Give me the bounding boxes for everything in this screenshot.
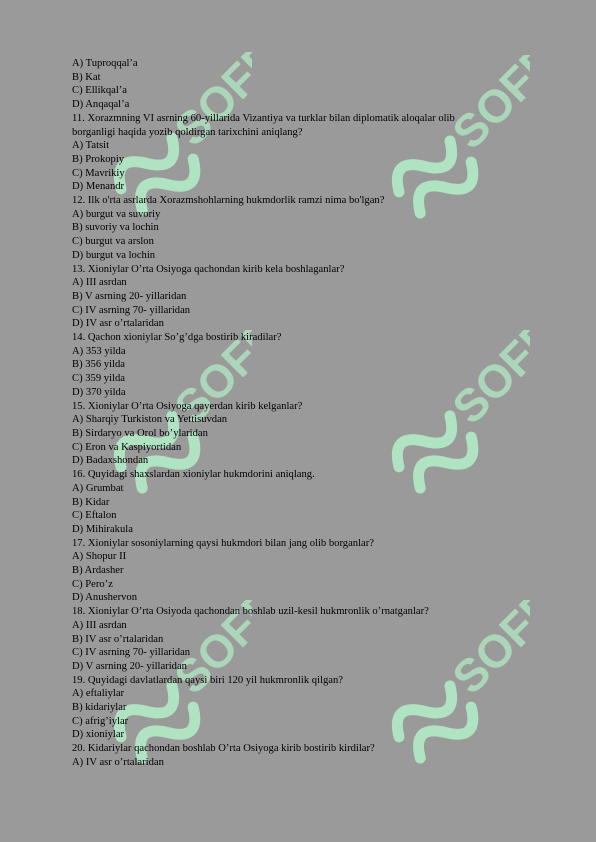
answer-option: D) Menandr	[72, 181, 125, 193]
answer-option: B) 356 yilda	[72, 359, 125, 371]
watermark-text: SOFF	[442, 600, 530, 704]
answer-option: D) 370 yilda	[72, 386, 126, 398]
answer-option: B) Ardasher	[72, 565, 124, 577]
answer-option: D) Anushervon	[72, 592, 138, 604]
answer-option: C) IV asrning 70- yillaridan	[72, 647, 191, 659]
answer-option: C) Eron va Kaspiyortidan	[72, 441, 182, 453]
answer-option: B) suvoriy va lochin	[72, 222, 159, 234]
answer-option: B) Sirdaryo va Orol bo’ylaridan	[72, 427, 208, 439]
answer-option: A) IV asr o’rtalaridan	[72, 756, 164, 768]
answer-option: D) IV asr o’rtalaridan	[72, 318, 164, 330]
question-text: 19. Quyidagi davlatlardan qaysi biri 120 yil hukmronlik qilgan?	[72, 674, 343, 686]
answer-option: A) III asrdan	[72, 619, 127, 631]
watermark-text: SOFF	[164, 600, 252, 704]
answer-option: A) Shopur II	[72, 551, 127, 563]
answer-option: A) Tatsit	[72, 140, 110, 152]
watermark-text: SOFF	[442, 330, 530, 434]
answer-option: B) V asrning 20- yillaridan	[72, 290, 187, 302]
answer-option: C) Pero’z	[72, 578, 113, 590]
question-text: 17. Xioniylar sosoniylarning qaysi hukmdori bilan jang olib borganlar?	[72, 537, 374, 549]
answer-option: A) Sharqiy Turkiston va Yettisuvdan	[72, 414, 228, 426]
answer-option: D) Anqaqal’a	[72, 99, 130, 111]
question-text: 18. Xioniylar O’rta Osiyoda qachondan boshlab uzil-kesil hukmronlik o’rnatganlar?	[72, 606, 429, 618]
answer-option: A) eftaliylar	[72, 688, 125, 700]
answer-option: B) Kidar	[72, 496, 110, 508]
question-text: 20. Kidariylar qachondan boshlab O’rta Osiyoga kirib bostirib kirdilar?	[72, 743, 375, 755]
answer-option: C) IV asrning 70- yillaridan	[72, 304, 191, 316]
answer-option: C) Ellikqal’a	[72, 85, 128, 97]
answer-option: B) Prokopiy	[72, 153, 125, 165]
answer-option: D) xioniylar	[72, 729, 125, 741]
answer-option: D) Mihirakula	[72, 523, 133, 535]
question-text: 13. Xioniylar O’rta Osiyoga qachondan kirib kela boshlaganlar?	[72, 263, 345, 275]
answer-option: C) afrig’iylar	[72, 715, 129, 727]
watermark-text: SOFF	[164, 330, 252, 434]
document-body	[72, 57, 542, 770]
answer-option: C) burgut va arslon	[72, 236, 154, 248]
answer-option: A) Tuproqqal’a	[72, 58, 138, 69]
answer-option: A) burgut va suvoriy	[72, 208, 161, 220]
question-text: 12. Ilk o'rta asrlarda Xorazmshohlarning hukmdorlik ramzi nima bo'lgan?	[72, 195, 385, 207]
question-text: 11. Xorazmning VI asrning 60-yillarida Vizantiya va turklar bilan diplomatik aloqalar olib	[72, 112, 455, 124]
answer-option: C) 359 yilda	[72, 373, 125, 385]
answer-option: D) V asrning 20- yillaridan	[72, 660, 187, 672]
answer-option: B) kidariylar	[72, 702, 127, 714]
watermark-text: SOFF	[164, 52, 252, 156]
question-text: 16. Quyidagi shaxslardan xioniylar hukmdorini aniqlang.	[72, 469, 315, 481]
question-text: borganligi haqida yozib qoldirgan tarixchini aniqlang?	[72, 126, 303, 138]
answer-option: D) Badaxshondan	[72, 455, 149, 467]
answer-option: A) Grumbat	[72, 482, 124, 494]
question-text: 15. Xioniylar O’rta Osiyoga qayerdan kirib kelganlar?	[72, 400, 303, 412]
answer-option: B) Kat	[72, 71, 101, 83]
answer-option: A) III asrdan	[72, 277, 127, 289]
answer-option: B) IV asr o’rtalaridan	[72, 633, 164, 645]
question-text: 14. Qachon xioniylar So’g’dga bostirib kiradilar?	[72, 332, 282, 344]
answer-option: A) 353 yilda	[72, 345, 126, 357]
answer-option: C) Eftalon	[72, 510, 117, 522]
answer-option: D) burgut va lochin	[72, 249, 156, 261]
answer-option: C) Mavrikiy	[72, 167, 125, 179]
watermark-text: SOFF	[442, 55, 530, 159]
